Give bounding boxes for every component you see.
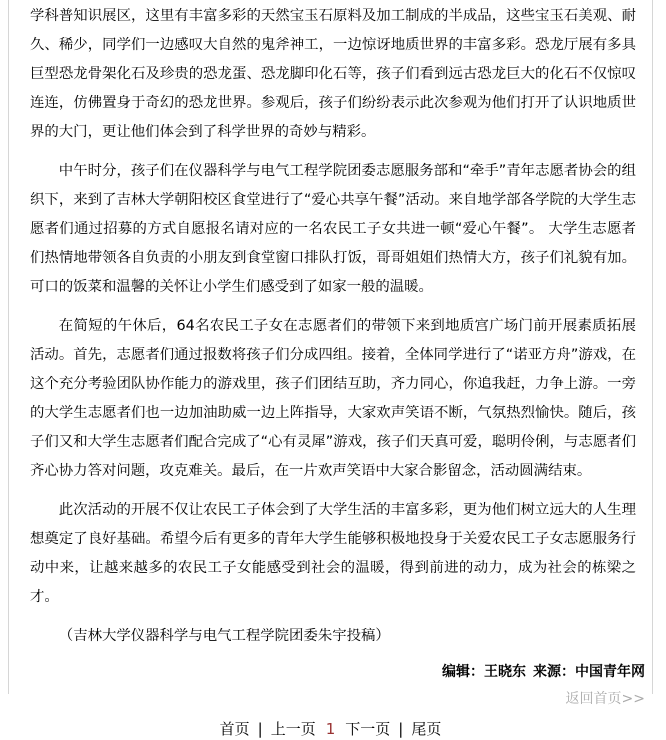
article-body bbox=[9, 2, 652, 651]
source-credit: 来源：中国青年网 bbox=[533, 664, 645, 680]
pagination-next-link[interactable]: 下一页 bbox=[345, 720, 391, 738]
pagination-separator: | bbox=[257, 720, 263, 738]
editor-credit: 编辑：王晓东 bbox=[442, 664, 526, 680]
pagination-prev-link[interactable]: 上一页 bbox=[270, 720, 316, 738]
byline-paragraph: （吉林大学仪器科学与电气工程学院团委朱宇投稿） bbox=[58, 628, 390, 644]
pagination-first-link[interactable]: 首页 bbox=[219, 720, 250, 738]
pagination-current-page: 1 bbox=[325, 720, 336, 738]
pagination-last-link[interactable]: 尾页 bbox=[411, 720, 442, 738]
backhome-row bbox=[9, 689, 652, 709]
article-paragraph: 学科普知识展区，这里有丰富多彩的天然宝玉石原料及加工制成的半成品，这些宝玉石美观、耐久、稀少，同学们一边感叹大自然的鬼斧神工，一边惊讶地质世界的丰富多彩。恐龙厅展有多具巨型恐龙骨架化石及珍贵的恐龙蛋、恐龙脚印化石等，孩子们看到远古恐龙巨大的化石不仅惊叹连连，仿佛置身于奇幻的恐龙世界。参观后，孩子们纷纷表示此次参观为他们打开了认识地质世界的大门，更让他们体会到了科学世界的奇妙与精彩。 bbox=[30, 8, 636, 140]
credit-row bbox=[9, 661, 652, 683]
pagination bbox=[9, 718, 652, 740]
pagination-separator: | bbox=[398, 720, 404, 738]
article-paragraph: 在简短的午休后，64名农民工子女在志愿者们的带领下来到地质宫广场门前开展素质拓展活动。首先，志愿者们通过报数将孩子们分成四组。接着，全体同学进行了“诺亚方舟”游戏，在这个充分考验团队协作能力的游戏里，孩子们团结互助，齐力同心，你追我赶，力争上游。一旁的大学生志愿者们也一边加油助威一边上阵指导，大家欢声笑语不断，气氛热烈愉快。随后，孩子们又和大学生志愿者们配合完成了“心有灵犀”游戏，孩子们天真可爱，聪明伶俐，与志愿者们齐心协力答对问题，攻克难关。最后，在一片欢声笑语中大家合影留念，活动圆满结束。 bbox=[30, 318, 636, 479]
article-paragraph: 中午时分，孩子们在仪器科学与电气工程学院团委志愿服务部和“牵手”青年志愿者协会的组织下，来到了吉林大学朝阳校区食堂进行了“爱心共享午餐”活动。来自地学部各学院的大学生志愿者们通过招募的方式自愿报名请对应的一名农民工子女共进一顿“爱心午餐”。 大学生志愿者们热情地带领各自负责的小朋友到食堂窗口排队打饭，哥哥姐姐们热情大方，孩子们礼貌有加。可口的饭菜和温馨的关怀让小学生们感受到了如家一般的温暖。 bbox=[30, 163, 636, 295]
article-page-frame bbox=[8, 0, 653, 738]
back-home-link[interactable]: 返回首页>> bbox=[565, 691, 645, 707]
article-paragraph: 此次活动的开展不仅让农民工子体会到了大学生活的丰富多彩，更为他们树立远大的人生理想奠定了良好基础。希望今后有更多的青年大学生能够积极地投身于关爱农民工子女志愿服务行动中来，让越来越多的农民工子女能感受到社会的温暖，得到前进的动力，成为社会的栋梁之才。 bbox=[30, 502, 636, 605]
